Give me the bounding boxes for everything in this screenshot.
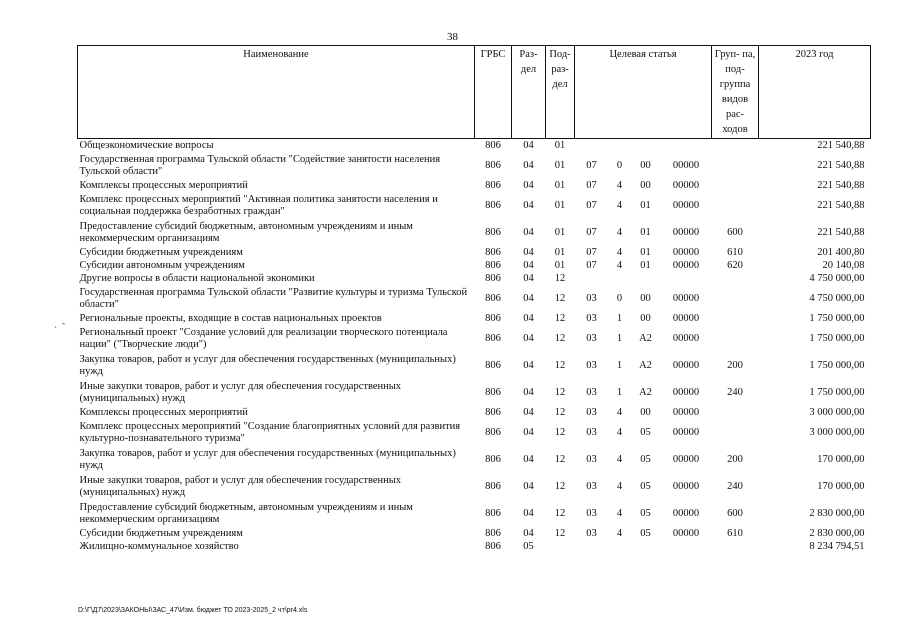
cell-pr: 12	[554, 527, 566, 539]
table-row	[78, 179, 871, 192]
cell-sum: 221 540,88	[817, 159, 865, 171]
cell-vr: 200	[727, 453, 743, 465]
cell-t3	[631, 272, 661, 285]
cell-t3: A2	[639, 386, 652, 398]
cell-t1: 03	[586, 386, 597, 398]
cell-t3: 05	[640, 426, 651, 438]
cell-grbs: 806	[485, 332, 501, 344]
cell-vr: 200	[727, 359, 743, 371]
cell-t2: 4	[616, 453, 623, 465]
cell-t3	[631, 540, 661, 553]
cell-rz: 04	[523, 226, 534, 238]
cell-name: Субсидии автономным учреждениям	[79, 259, 245, 271]
cell-rz: 04	[523, 386, 534, 398]
cell-name: Закупка товаров, работ и услуг для обеспечения государственных (муниципальных) нужд	[79, 447, 456, 471]
cell-pr: 12	[554, 406, 566, 418]
cell-sum: 221 540,88	[817, 139, 865, 151]
cell-sum: 221 540,88	[817, 226, 865, 238]
cell-name: Иные закупки товаров, работ и услуг для обеспечения государственных (муниципальных) нужд	[79, 474, 402, 498]
cell-grbs: 806	[485, 226, 501, 238]
cell-t3: A2	[639, 332, 652, 344]
cell-t3: 00	[640, 159, 651, 171]
table-row	[78, 285, 871, 312]
cell-t2: 4	[616, 480, 623, 492]
cell-name: Комплекс процессных мероприятий "Создание благоприятных условий для развития культурно-познавательного туризма"	[79, 420, 461, 444]
cell-t1: 03	[586, 312, 597, 324]
cell-pr: 01	[554, 159, 566, 171]
cell-grbs: 806	[485, 259, 501, 271]
cell-t1: 03	[586, 292, 597, 304]
cell-name: Предоставление субсидий бюджетным, автономным учреждениям и иным некоммерческим организациям	[79, 220, 413, 244]
cell-pr: 01	[554, 259, 566, 271]
cell-t2: 4	[616, 426, 623, 438]
cell-t3: 05	[640, 453, 651, 465]
cell-pr: 12	[554, 312, 566, 324]
cell-t4: 00000	[672, 259, 700, 271]
cell-pr: 12	[554, 332, 566, 344]
cell-rz: 04	[523, 359, 534, 371]
cell-vr	[712, 179, 759, 192]
cell-t1: 03	[586, 527, 597, 539]
margin-mark: -	[62, 318, 65, 328]
cell-vr	[712, 192, 759, 219]
cell-grbs: 806	[485, 179, 501, 191]
cell-sum: 221 540,88	[817, 179, 865, 191]
cell-sum: 4 750 000,00	[809, 292, 865, 304]
cell-name: Субсидии бюджетным учреждениям	[79, 246, 243, 258]
cell-name: Другие вопросы в области национальной экономики	[79, 272, 315, 284]
cell-sum: 3 000 000,00	[809, 406, 865, 418]
cell-grbs: 806	[485, 527, 501, 539]
cell-grbs: 806	[485, 139, 501, 151]
cell-t1: 03	[586, 507, 597, 519]
cell-pr: 12	[554, 272, 566, 284]
cell-t3: 01	[640, 199, 651, 211]
cell-t2: 1	[616, 359, 623, 371]
cell-grbs: 806	[485, 453, 501, 465]
cell-vr	[712, 325, 759, 352]
cell-pr: 12	[554, 480, 566, 492]
cell-t1	[575, 139, 609, 153]
table-row	[78, 527, 871, 540]
cell-t1: 07	[586, 179, 597, 191]
cell-pr: 01	[554, 199, 566, 211]
cell-t4: 00000	[672, 246, 700, 258]
cell-rz: 04	[523, 312, 534, 324]
cell-pr: 12	[554, 426, 566, 438]
cell-sum: 1 750 000,00	[809, 386, 865, 398]
cell-vr	[712, 312, 759, 325]
table-row	[78, 246, 871, 259]
cell-vr: 600	[727, 507, 743, 519]
cell-t4: 00000	[672, 292, 700, 304]
table-row	[78, 272, 871, 285]
cell-t4: 00000	[672, 312, 700, 324]
cell-sum: 1 750 000,00	[809, 312, 865, 324]
cell-name: Комплексы процессных мероприятий	[79, 406, 248, 418]
cell-grbs: 806	[485, 292, 501, 304]
cell-name: Комплекс процессных мероприятий "Активная политика занятости населения и социальная поддержка безработных граждан"	[79, 193, 438, 217]
table-row	[78, 259, 871, 272]
cell-t2: 4	[616, 246, 623, 258]
cell-rz: 04	[523, 453, 534, 465]
cell-t2: 1	[616, 386, 623, 398]
cell-t3: 01	[640, 259, 651, 271]
cell-t1: 03	[586, 332, 597, 344]
cell-vr	[712, 285, 759, 312]
cell-t3: 00	[640, 406, 651, 418]
page-number: 38	[447, 31, 458, 43]
cell-pr: 12	[554, 386, 566, 398]
cell-pr: 12	[554, 292, 566, 304]
margin-mark: ˋ	[54, 325, 57, 335]
cell-rz: 04	[523, 527, 534, 539]
table-row	[78, 406, 871, 419]
cell-t1: 07	[586, 199, 597, 211]
cell-t2: 1	[616, 312, 623, 324]
cell-grbs: 806	[485, 199, 501, 211]
cell-sum: 4 750 000,00	[809, 272, 865, 284]
cell-t4: 00000	[672, 480, 700, 492]
cell-vr: 240	[727, 386, 743, 398]
cell-rz: 04	[523, 159, 534, 171]
cell-rz: 04	[523, 406, 534, 418]
cell-sum: 221 540,88	[817, 199, 865, 211]
cell-t2	[609, 540, 631, 553]
cell-sum: 3 000 000,00	[809, 426, 865, 438]
table-row	[78, 312, 871, 325]
table-row	[78, 540, 871, 553]
budget-table	[77, 45, 871, 553]
cell-t2: 0	[616, 159, 623, 171]
cell-sum: 170 000,00	[817, 453, 865, 465]
cell-t4: 00000	[672, 359, 700, 371]
cell-rz: 04	[523, 272, 534, 284]
cell-t3: 05	[640, 507, 651, 519]
cell-rz: 04	[523, 332, 534, 344]
cell-t1: 03	[586, 453, 597, 465]
cell-vr: 240	[727, 480, 743, 492]
cell-t3: 01	[640, 226, 651, 238]
cell-pr	[546, 540, 575, 553]
cell-t1	[575, 272, 609, 285]
cell-rz: 04	[523, 259, 534, 271]
cell-name: Предоставление субсидий бюджетным, автономным учреждениям и иным некоммерческим организациям	[79, 501, 413, 525]
cell-sum: 1 750 000,00	[809, 359, 865, 371]
table-row	[78, 500, 871, 527]
cell-name: Государственная программа Тульской области "Содействие занятости населения Тульской области"	[79, 153, 441, 177]
cell-t1: 07	[586, 159, 597, 171]
cell-pr: 01	[554, 226, 566, 238]
cell-name: Комплексы процессных мероприятий	[79, 179, 248, 191]
cell-t1: 03	[586, 480, 597, 492]
cell-t2: 4	[616, 259, 623, 271]
cell-sum: 2 830 000,00	[809, 507, 865, 519]
cell-t1: 07	[586, 226, 597, 238]
cell-t2: 4	[616, 199, 623, 211]
cell-t4: 00000	[672, 226, 700, 238]
table-row	[78, 192, 871, 219]
cell-grbs: 806	[485, 159, 501, 171]
cell-t1: 07	[586, 259, 597, 271]
cell-vr: 600	[727, 226, 743, 238]
cell-t4	[661, 139, 712, 153]
cell-t3: 05	[640, 527, 651, 539]
cell-rz: 04	[523, 139, 534, 151]
cell-vr	[712, 139, 759, 153]
cell-t4	[661, 540, 712, 553]
cell-name: Общеэкономические вопросы	[79, 139, 214, 151]
table-row	[78, 446, 871, 473]
cell-pr: 01	[554, 246, 566, 258]
cell-t2: 4	[616, 226, 623, 238]
cell-t2: 4	[616, 179, 623, 191]
header-group: Груп- па, под- группа видов рас- ходов	[712, 46, 759, 139]
table-row	[78, 473, 871, 500]
cell-grbs: 806	[485, 540, 501, 552]
cell-rz: 04	[523, 246, 534, 258]
cell-t2	[609, 139, 631, 153]
cell-t4: 00000	[672, 406, 700, 418]
cell-t4: 00000	[672, 386, 700, 398]
table-row	[78, 139, 871, 153]
cell-t4: 00000	[672, 332, 700, 344]
cell-t4: 00000	[672, 527, 700, 539]
cell-rz: 05	[523, 540, 534, 552]
cell-name: Региональные проекты, входящие в состав национальных проектов	[79, 312, 382, 324]
cell-t4	[661, 272, 712, 285]
cell-t2: 4	[616, 507, 623, 519]
cell-t2: 4	[616, 527, 623, 539]
cell-t3: 01	[640, 246, 651, 258]
cell-pr: 12	[554, 453, 566, 465]
table-row	[78, 325, 871, 352]
cell-sum: 2 830 000,00	[809, 527, 865, 539]
cell-grbs: 806	[485, 507, 501, 519]
header-grbs: ГРБС	[475, 46, 512, 139]
cell-t3: A2	[639, 359, 652, 371]
cell-rz: 04	[523, 480, 534, 492]
cell-t2: 4	[616, 406, 623, 418]
table-row	[78, 352, 871, 379]
cell-t3: 05	[640, 480, 651, 492]
cell-grbs: 806	[485, 386, 501, 398]
cell-rz: 04	[523, 179, 534, 191]
cell-t3: 00	[640, 179, 651, 191]
cell-vr: 620	[727, 259, 743, 271]
cell-rz: 04	[523, 199, 534, 211]
cell-vr	[712, 272, 759, 285]
cell-t3: 00	[640, 292, 651, 304]
table-row	[78, 152, 871, 179]
cell-t1: 03	[586, 359, 597, 371]
cell-t2: 0	[616, 292, 623, 304]
cell-t1: 03	[586, 426, 597, 438]
cell-t4: 00000	[672, 159, 700, 171]
table-row	[78, 419, 871, 446]
cell-grbs: 806	[485, 406, 501, 418]
cell-t3: 00	[640, 312, 651, 324]
header-razdel: Раз- дел	[512, 46, 546, 139]
table-row	[78, 219, 871, 246]
cell-sum: 8 234 794,51	[809, 540, 865, 552]
cell-pr: 01	[554, 139, 566, 151]
cell-grbs: 806	[485, 272, 501, 284]
header-podrazdel: Под- раз- дел	[546, 46, 575, 139]
cell-grbs: 806	[485, 426, 501, 438]
cell-t4: 00000	[672, 179, 700, 191]
cell-pr: 01	[554, 179, 566, 191]
cell-t2	[609, 272, 631, 285]
cell-name: Субсидии бюджетным учреждениям	[79, 527, 243, 539]
cell-t3	[631, 139, 661, 153]
cell-rz: 04	[523, 507, 534, 519]
table-row	[78, 379, 871, 406]
cell-sum: 201 400,80	[817, 246, 865, 258]
cell-name: Жилищно-коммунальное хозяйство	[79, 540, 239, 552]
cell-grbs: 806	[485, 246, 501, 258]
cell-name: Региональный проект "Создание условий для реализации творческого потенциала нации" ("Творческие люди")	[79, 326, 448, 350]
header-target: Целевая статья	[575, 46, 712, 139]
cell-t4: 00000	[672, 453, 700, 465]
cell-grbs: 806	[485, 480, 501, 492]
cell-pr: 12	[554, 359, 566, 371]
header-year: 2023 год	[759, 46, 871, 139]
cell-sum: 170 000,00	[817, 480, 865, 492]
footer-file-path: D:\Г\Д7\2023\ЗАКОНЫ\ЗАС_47\Изм. бюджет ТО 2023-2025_2 чт\pr4.xls	[78, 607, 308, 614]
cell-rz: 04	[523, 292, 534, 304]
cell-vr: 610	[727, 527, 743, 539]
cell-pr: 12	[554, 507, 566, 519]
cell-sum: 20 140,08	[822, 259, 865, 271]
cell-vr	[712, 419, 759, 446]
cell-rz: 04	[523, 426, 534, 438]
cell-vr	[712, 406, 759, 419]
header-name: Наименование	[78, 46, 475, 139]
cell-t1: 07	[586, 246, 597, 258]
cell-name: Государственная программа Тульской области "Развитие культуры и туризма Тульской области"	[79, 286, 468, 310]
cell-t2: 1	[616, 332, 623, 344]
cell-t4: 00000	[672, 426, 700, 438]
cell-sum: 1 750 000,00	[809, 332, 865, 344]
cell-t4: 00000	[672, 507, 700, 519]
cell-vr	[712, 152, 759, 179]
cell-grbs: 806	[485, 359, 501, 371]
cell-vr: 610	[727, 246, 743, 258]
cell-t1: 03	[586, 406, 597, 418]
cell-t4: 00000	[672, 199, 700, 211]
cell-grbs: 806	[485, 312, 501, 324]
cell-name: Закупка товаров, работ и услуг для обеспечения государственных (муниципальных) нужд	[79, 353, 456, 377]
cell-t1	[575, 540, 609, 553]
cell-name: Иные закупки товаров, работ и услуг для обеспечения государственных (муниципальных) нужд	[79, 380, 402, 404]
cell-vr	[712, 540, 759, 553]
